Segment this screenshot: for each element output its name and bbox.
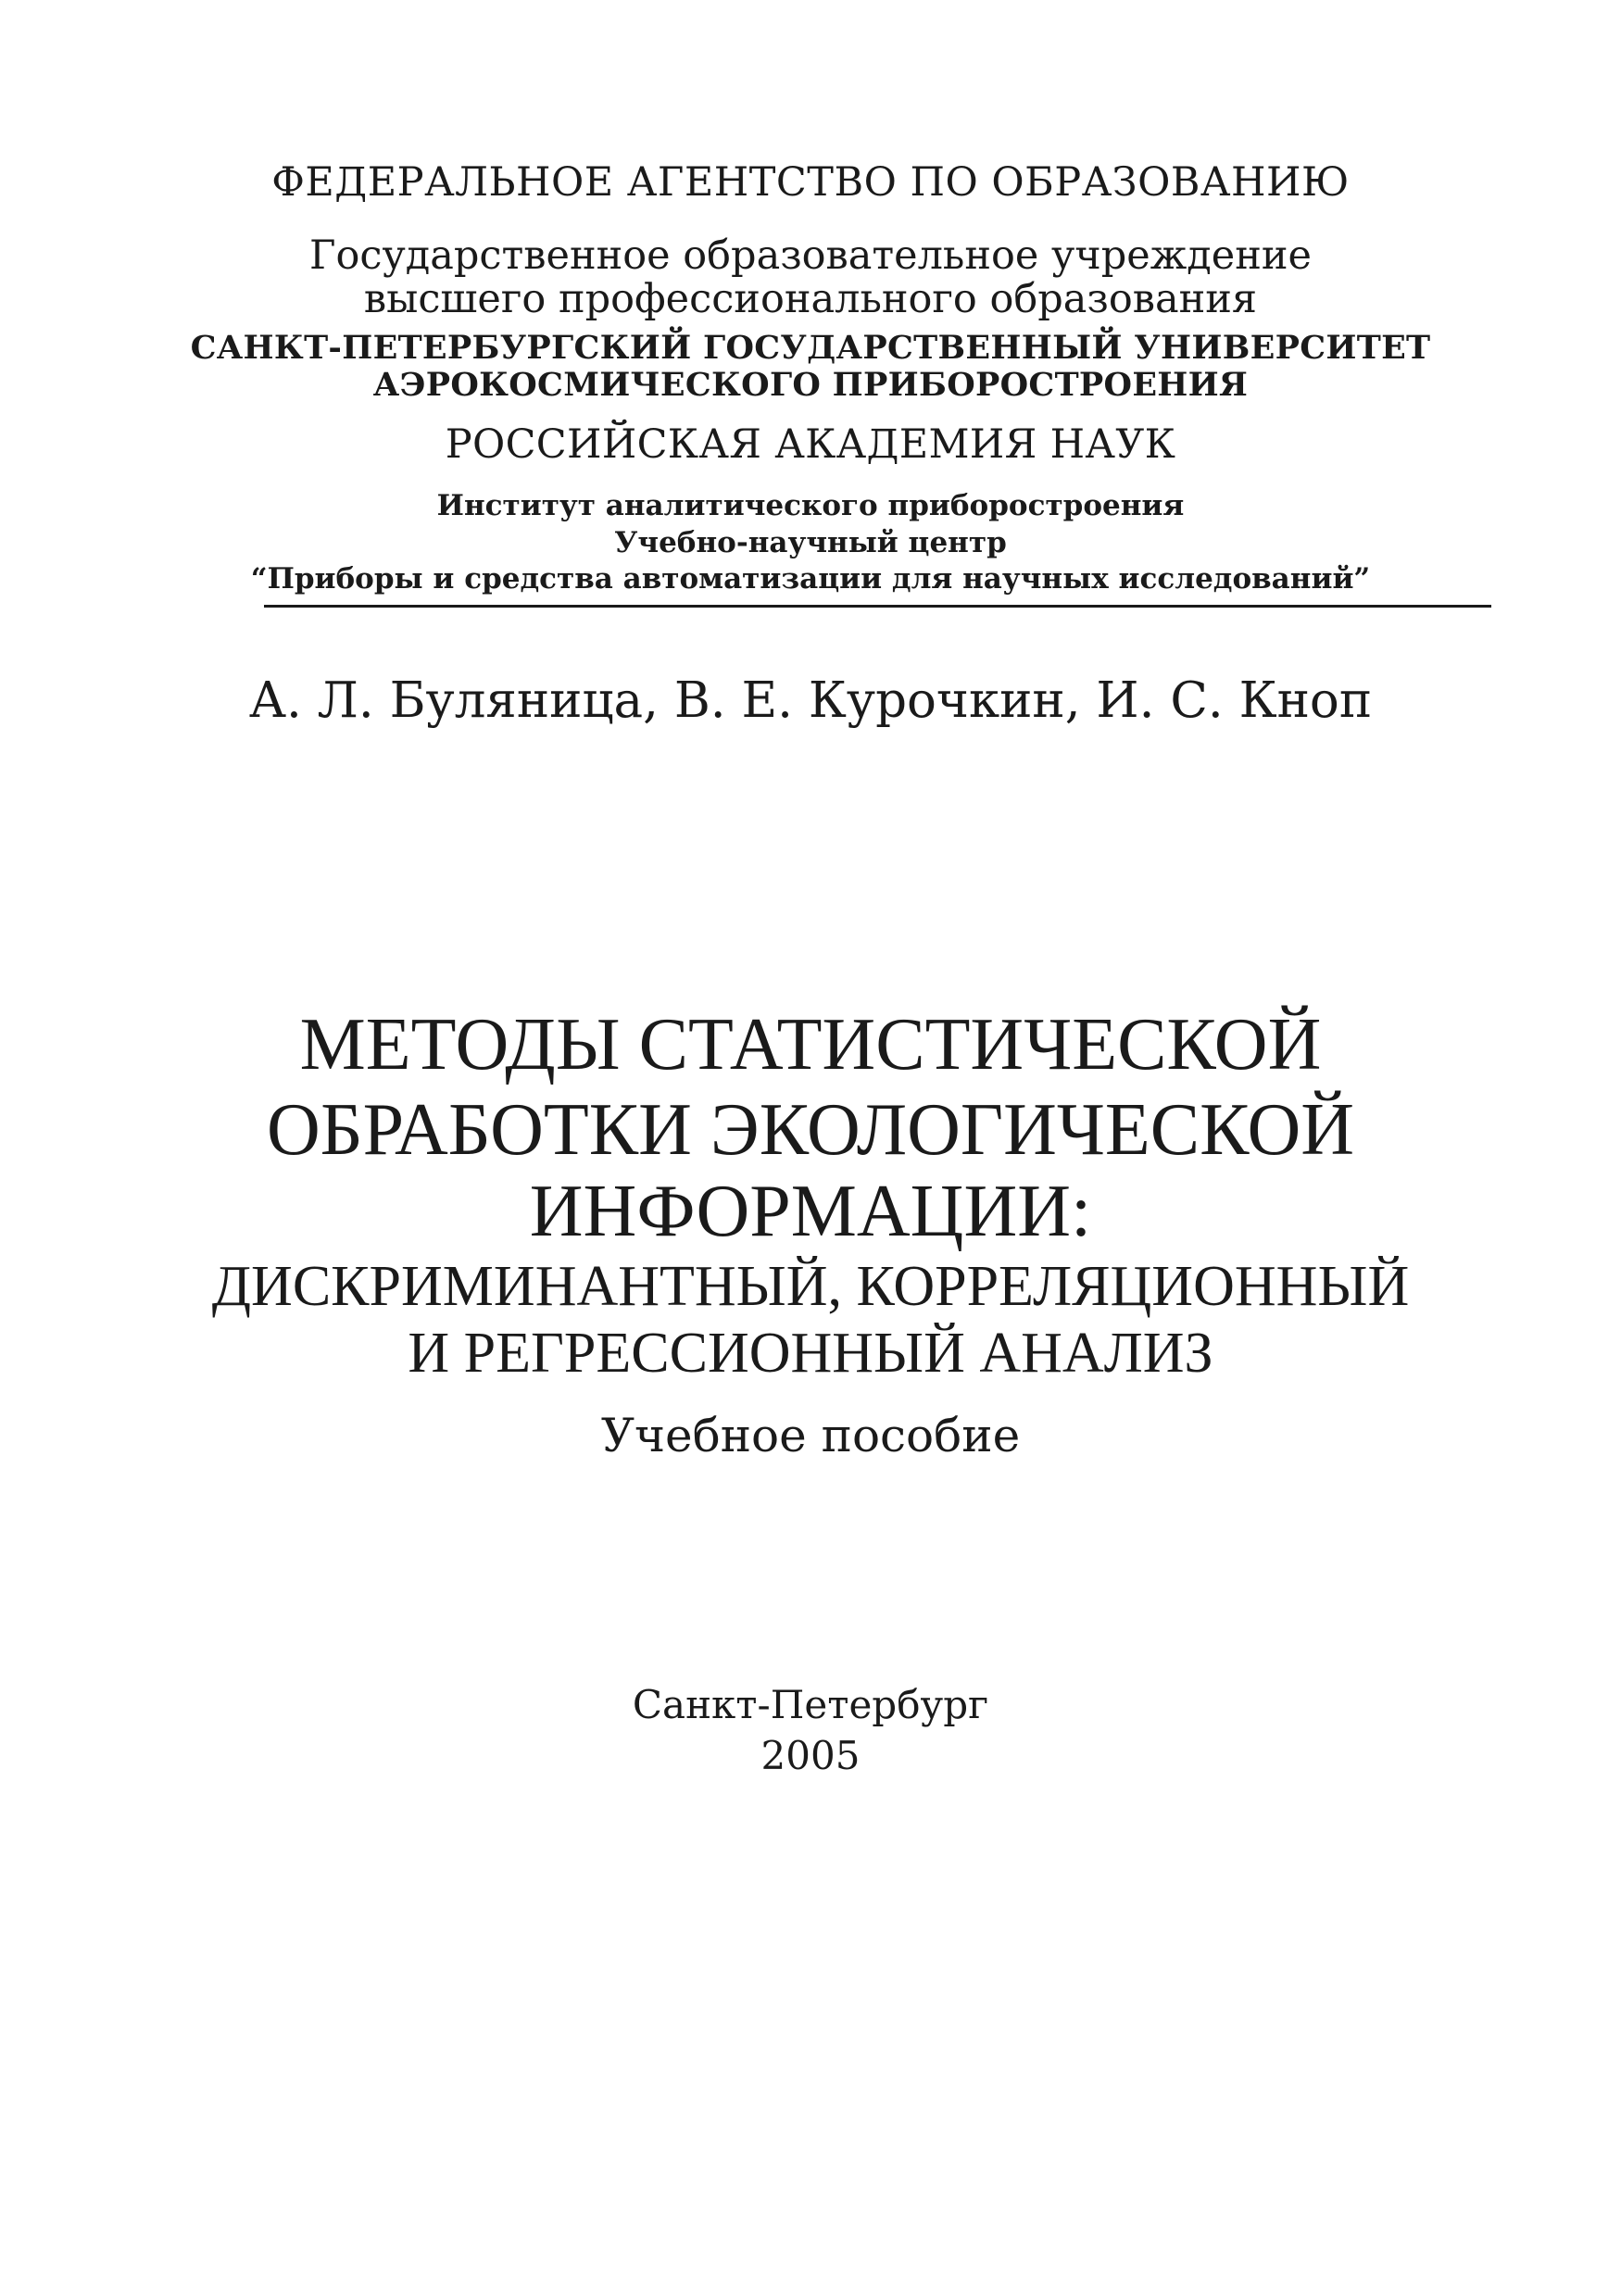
agency-name: ФЕДЕРАЛЬНОЕ АГЕНТСТВО ПО ОБРАЗОВАНИЮ bbox=[271, 159, 1350, 206]
center-name: “Приборы и средства автоматизации для научных исследований” bbox=[250, 562, 1371, 596]
title-line3: ИНФОРМАЦИИ: bbox=[529, 1171, 1092, 1252]
subtitle-line2: И РЕГРЕССИОННЫЙ АНАЛИЗ bbox=[408, 1322, 1213, 1385]
header-divider bbox=[264, 605, 1491, 608]
institution-type-line2: высшего профессионального образования bbox=[363, 276, 1258, 322]
publication-type: Учебное пособие bbox=[600, 1409, 1021, 1462]
institution-type-line1: Государственное образовательное учреждение bbox=[309, 232, 1312, 279]
authors: А. Л. Буляница, В. Е. Курочкин, И. С. Кноп bbox=[248, 672, 1373, 729]
title-line2: ОБРАБОТКИ ЭКОЛОГИЧЕСКОЙ bbox=[266, 1089, 1355, 1171]
university-name-line2: АЭРОКОСМИЧЕСКОГО ПРИБОРОСТРОЕНИЯ bbox=[372, 366, 1249, 404]
institute-name: Институт аналитического приборостроения bbox=[436, 489, 1185, 522]
academy-name: РОССИЙСКАЯ АКАДЕМИЯ НАУК bbox=[445, 421, 1176, 468]
imprint-city: Санкт-Петербург bbox=[632, 1682, 989, 1727]
university-name-line1: САНКТ-ПЕТЕРБУРГСКИЙ ГОСУДАРСТВЕННЫЙ УНИВЕРСИТЕТ bbox=[190, 329, 1431, 367]
subtitle-line1: ДИСКРИМИНАНТНЫЙ, КОРРЕЛЯЦИОННЫЙ bbox=[211, 1255, 1410, 1318]
center-label: Учебно-научный центр bbox=[614, 526, 1007, 559]
imprint-year: 2005 bbox=[760, 1733, 861, 1778]
title-line1: МЕТОДЫ СТАТИСТИЧЕСКОЙ bbox=[299, 1004, 1322, 1085]
